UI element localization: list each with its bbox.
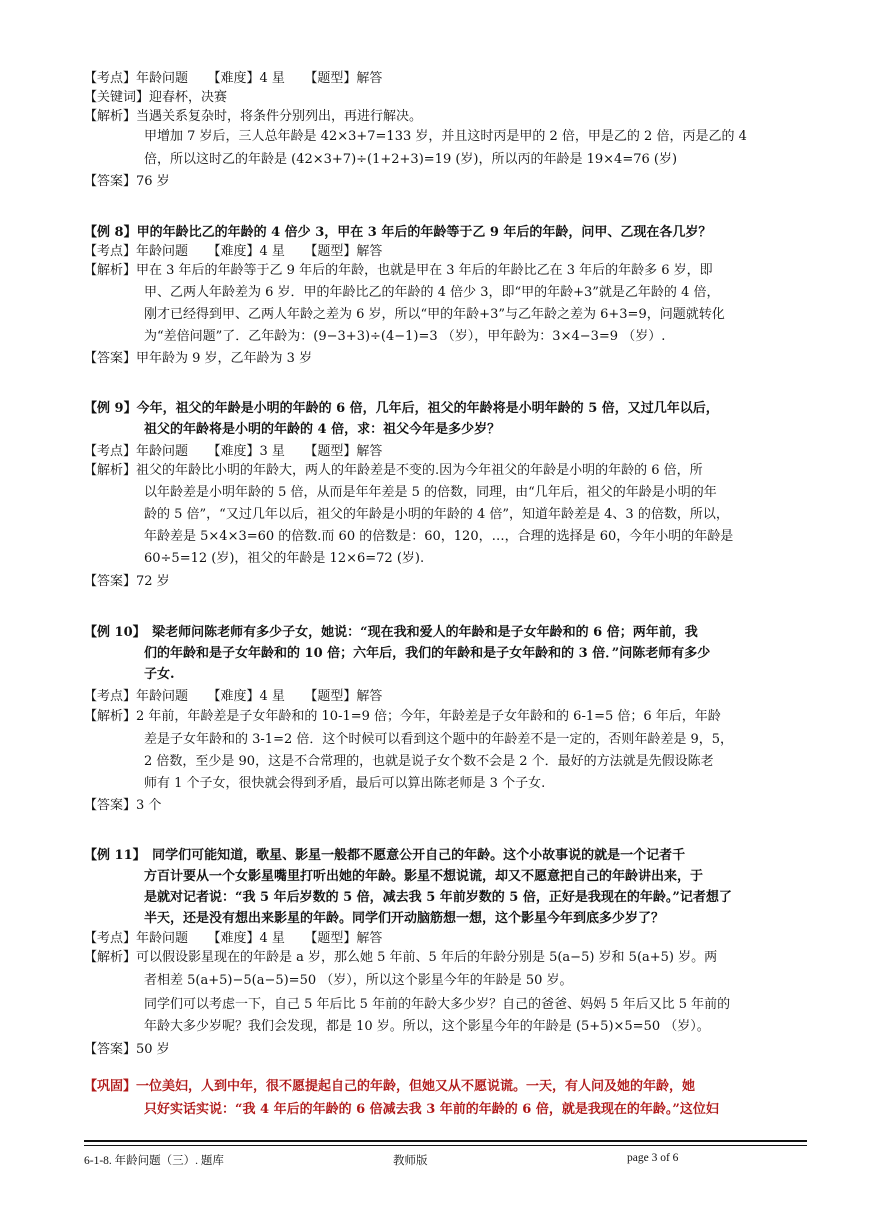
text-line: 方百计要从一个女影星嘴里打听出她的年龄。影星不想说谎，却又不愿意把自己的年龄讲出来，于	[144, 869, 704, 884]
text-line: 【解析】2 年前，年龄差是子女年龄和的 10-1=9 倍；今年，年龄差是子女年龄和的 6-1=5 倍；6 年后，年龄	[84, 709, 721, 724]
text-line: 为“差倍问题”了．乙年龄为：(9−3+3)÷(4−1)=3 （岁），甲年龄为：3×4−3=9 （岁）.	[144, 329, 666, 344]
text-line: 【答案】72 岁	[84, 574, 170, 589]
text-line: 【考点】年龄问题 【难度】4 星 【题型】解答	[84, 244, 383, 259]
text-line: 【例 8】甲的年龄比乙的年龄的 4 倍少 3，甲在 3 年后的年龄等于乙 9 年后的年龄，问甲、乙现在各几岁？	[84, 225, 712, 240]
text-line: 倍，所以这时乙的年龄是 (42×3+7)÷(1+2+3)=19 (岁)，所以丙的年龄是 19×4=76 (岁)	[144, 152, 678, 167]
text-line: 龄的 5 倍”，“又过几年以后，祖父的年龄是小明的年龄的 4 倍”，知道年龄差是 4、3 的倍数，所以，	[144, 507, 729, 522]
footer-center: 教师版	[393, 1155, 428, 1167]
text-line: 【考点】年龄问题 【难度】4 星 【题型】解答	[84, 71, 383, 86]
text-line: 师有 1 个子女，很快就会得到矛盾，最后可以算出陈老师是 3 个子女.	[144, 776, 546, 791]
text-line: 年龄差是 5×4×3=60 的倍数.而 60 的倍数是：60，120，…，合理的选择是 60，今年小明的年龄是	[144, 529, 734, 544]
text-line: 【解析】可以假设影星现在的年龄是 a 岁，那么她 5 年前、5 年后的年龄分别是 5(a−5) 岁和 5(a+5) 岁。两	[84, 950, 718, 965]
text-line: 【答案】3 个	[84, 798, 162, 813]
text-line: 【答案】76 岁	[84, 174, 170, 189]
text-line: 【考点】年龄问题 【难度】4 星 【题型】解答	[84, 931, 383, 946]
text-line: 半天，还是没有想出来影星的年龄。同学们开动脑筋想一想，这个影星今年到底多少岁了？	[144, 911, 665, 926]
text-line: 【考点】年龄问题 【难度】4 星 【题型】解答	[84, 689, 383, 704]
text-line: 【考点】年龄问题 【难度】3 星 【题型】解答	[84, 444, 383, 459]
footer-rule-thin	[84, 1145, 807, 1146]
text-line: 是就对记者说：“我 5 年后岁数的 5 倍，减去我 5 年前岁数的 5 倍，正好是我现在的年龄。”记者想了	[144, 890, 732, 905]
text-line: 甲增加 7 岁后，三人总年龄是 42×3+7=133 岁，并且这时丙是甲的 2 倍，甲是乙的 2 倍，丙是乙的 4	[144, 129, 747, 144]
text-line: 【解析】甲在 3 年后的年龄等于乙 9 年后的年龄，也就是甲在 3 年后的年龄比乙在 3 年后的年龄多 6 岁，即	[84, 263, 713, 278]
text-line: 【答案】甲年龄为 9 岁，乙年龄为 3 岁	[84, 351, 313, 366]
footer-rule-thick	[84, 1140, 807, 1142]
text-line: 【巩固】一位美妇，人到中年，很不愿提起自己的年龄，但她又从不愿说谎。一天，有人问及她的年龄，她	[84, 1079, 696, 1094]
footer-left: 6-1-8. 年龄问题（三）. 题库	[84, 1155, 224, 1167]
text-line: 甲、乙两人年龄差为 6 岁．甲的年龄比乙的年龄的 4 倍少 3，即“甲的年龄+3”就是乙年龄的 4 倍，	[144, 285, 720, 300]
text-line: 者相差 5(a+5)−5(a−5)=50 （岁），所以这个影星今年的年龄是 50 岁。	[144, 973, 573, 988]
text-line: 【解析】祖父的年龄比小明的年龄大，两人的年龄差是不变的.因为今年祖父的年龄是小明的年龄的 6 倍，所	[84, 463, 703, 478]
text-line: 同学们可以考虑一下，自己 5 年后比 5 年前的年龄大多少岁？自己的爸爸、妈妈 5 年后又比 5 年前的	[144, 997, 731, 1012]
text-line: 年龄大多少岁呢？我们会发现，都是 10 岁。所以，这个影星今年的年龄是 (5+5)×5=50 （岁）。	[144, 1019, 710, 1034]
text-line: 【例 9】今年，祖父的年龄是小明的年龄的 6 倍，几年后，祖父的年龄将是小明年龄的 5 倍，又过几年以后，	[84, 401, 719, 416]
text-line: 【关键词】迎春杯，决赛	[84, 90, 228, 105]
text-line: 2 倍数，至少是 90，这是不合常理的，也就是说子女个数不会是 2 个．最好的方法就是先假设陈老	[144, 754, 714, 769]
text-line: 刚才已经得到甲、乙两人年龄之差为 6 岁，所以“甲的年龄+3”与乙年龄之差为 6+3=9，问题就转化	[144, 307, 725, 322]
text-line: 【例 10】 梁老师问陈老师有多少子女，她说：“现在我和爱人的年龄和是子女年龄和的 6 倍；两年前，我	[84, 625, 698, 640]
text-line: 祖父的年龄将是小明的年龄的 4 倍，求：祖父今年是多少岁？	[144, 422, 501, 437]
text-line: 以年龄差是小明年龄的 5 倍，从而是年年差是 5 的倍数，同理，由“几年后，祖父的年龄是小明的年	[144, 485, 717, 500]
text-line: 子女.	[144, 667, 175, 682]
text-line: 【答案】50 岁	[84, 1042, 170, 1057]
text-line: 只好实话实说：“我 4 年后的年龄的 6 倍减去我 3 年前的年龄的 6 倍，就是我现在的年龄。”这位妇	[144, 1102, 719, 1117]
text-line: 【解析】当遇关系复杂时，将条件分别列出，再进行解决。	[84, 109, 423, 124]
text-line: 【例 11】 同学们可能知道，歌星、影星一般都不愿意公开自己的年龄。这个小故事说的就是一个记者千	[84, 848, 686, 863]
footer-right: page 3 of 6	[627, 1152, 679, 1164]
text-line: 60÷5=12 (岁)，祖父的年龄是 12×6=72 (岁).	[144, 551, 425, 566]
text-line: 差是子女年龄和的 3-1=2 倍．这个时候可以看到这个题中的年龄差不是一定的，否则年龄差是 9，5，	[144, 732, 734, 747]
text-line: 们的年龄和是子女年龄和的 10 倍；六年后，我们的年龄和是子女年龄和的 3 倍．”问陈老师有多少	[144, 646, 711, 661]
